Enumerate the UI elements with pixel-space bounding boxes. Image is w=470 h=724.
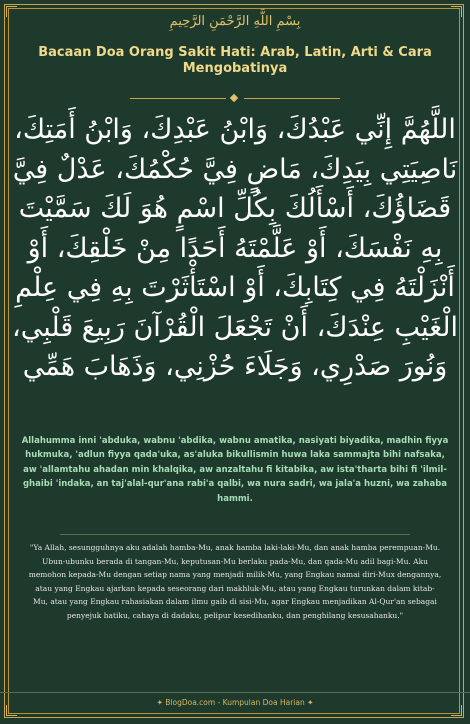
arabic-prayer-text: اللَّهُمَّ إِنِّي عَبْدُكَ، وَابْنُ عَبْدِكَ، وَابْنُ أَمَتِكَ، نَاصِيَتِي بِيَدِكَ، مَاضٍ فِيَّ حُكْمُكَ، عَدْلٌ فِيَّ قَضَاؤُكَ، أَسْأَلُكَ بِكُلِّ اسْمٍ هُوَ لَكَ سَمَّيْتَ بِهِ نَفْسَكَ، أَوْ عَلَّمْتَهُ أَحَدًا مِنْ خَلْقِكَ، أَوْ أَنْزَلْتَهُ فِي كِتَابِكَ، أَوْ اسْتَأْثَرْتَ بِهِ فِي عِلْمِ الْغَيْبِ عِنْدَكَ، أَنْ تَجْعَلَ الْقُرْآنَ رَبِيعَ قَلْبِي، وَنُورَ صَدْرِي، وَجَلَاءَ حُزْنِي، وَذَهَابَ هَمِّي [12, 114, 458, 382]
page-title: Bacaan Doa Orang Sakit Hati: Arab, Latin, Arti & Cara Mengobatinya [38, 45, 432, 76]
diamond-ornament-icon [230, 94, 238, 102]
indonesian-translation: "Ya Allah, sesungguhnya aku adalah hamba-Mu, anak hamba laki-laki-Mu, dan anak hamba perempuan-Mu. Ubun-ubunku berada di tangan-Mu, keputusan-Mu berlaku pada-Mu, dan qada-Mu adil bagi-Mu. Aku memohon kepada-Mu dengan setiap nama yang menjadi milik-Mu, yang Engkau namai diri-Mux dengannya, atau yang Engkau ajarkan kepada seseorang dari makhluk-Mu, atau yang Engkau turunkan dalam kitab-Mu, atau yang Engkau rahasiakan dalam ilmu gaib di sisi-Mu, agar Engkau menjadikan Al-Qur'an sebagai penyejuk hatiku, cahaya di dadaku, pelipur kesedihanku, dan penghilang kesusahanku." [28, 543, 442, 620]
latin-transliteration: Allahumma inni 'abduka, wabnu 'abdika, wabnu amatika, nasiyati biyadika, madhin fiyya hukmuka, 'adlun fiyya qada'uka, as'aluka bikullismin huwa laka sammajta bihi nafsaka, aw 'allamtahu ahadan min khalqika, aw anzaltahu fi kitabika, aw ista'tharta bihi fi 'ilmil-ghaibi 'indaka, an taj'alal-qur'ana rabi'a qalbi, wa nura sadri, wa jala'a huzni, wa zahaba hammi. [21, 436, 449, 504]
divider-line [130, 98, 226, 99]
basmala-heading: بِسْمِ اللَّهِ الرَّحْمَنِ الرَّحِيمِ [169, 14, 301, 29]
title-divider [130, 95, 340, 101]
section-divider [60, 534, 410, 535]
footer-divider [0, 692, 470, 693]
footer-credit: ✦ BlogDoa.com - Kumpulan Doa Harian ✦ [156, 698, 314, 707]
divider-line [244, 98, 340, 99]
